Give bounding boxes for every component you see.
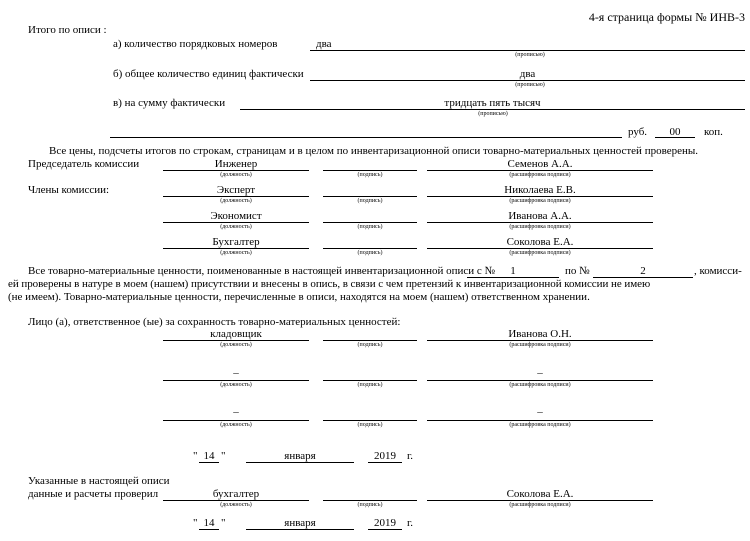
member-name[interactable]: Соколова Е.А. bbox=[506, 236, 574, 248]
responsible-name[interactable]: – bbox=[537, 367, 543, 379]
responsible-position-line bbox=[163, 340, 309, 341]
responsible-name-line bbox=[427, 340, 653, 341]
form-page-label: 4-я страница формы № ИНВ-3 bbox=[588, 10, 745, 24]
total-a-line bbox=[310, 50, 745, 51]
member-position-line bbox=[163, 196, 309, 197]
verified-position-line bbox=[163, 500, 309, 501]
rub-label: руб. bbox=[628, 126, 648, 138]
statement-line1-end: , комисси- bbox=[694, 265, 742, 277]
date1-quote-close: " bbox=[221, 450, 226, 462]
responsible-position-line bbox=[163, 420, 309, 421]
date1-year[interactable]: 2019 bbox=[374, 450, 396, 462]
member-position-line bbox=[163, 248, 309, 249]
responsible-label: Лицо (а), ответственное (ые) за сохранность товарно-материальных ценностей: bbox=[28, 316, 401, 328]
total-c-label: в) на сумму фактически bbox=[113, 97, 226, 109]
date1-day-line bbox=[199, 462, 219, 463]
responsible-position-hint: (должность) bbox=[220, 382, 252, 388]
verified-position[interactable]: бухгалтер bbox=[212, 488, 260, 500]
verified-name-hint: (расшифровка подписи) bbox=[509, 502, 571, 508]
verified-line1: Указанные в настоящей описи bbox=[28, 475, 170, 487]
date2-day-line bbox=[199, 529, 219, 530]
members-label: Члены комиссии: bbox=[28, 184, 110, 196]
date2-month-line bbox=[246, 529, 354, 530]
total-c-value[interactable]: тридцать пять тысяч bbox=[444, 97, 541, 109]
member-position-line bbox=[163, 222, 309, 223]
chairman-name[interactable]: Семенов А.А. bbox=[507, 158, 573, 170]
responsible-name-hint: (расшифровка подписи) bbox=[509, 422, 571, 428]
statement-from-no[interactable]: 1 bbox=[510, 265, 516, 277]
member-name-line bbox=[427, 248, 653, 249]
member-signature-hint: (подпись) bbox=[357, 250, 383, 256]
kop-label: коп. bbox=[704, 126, 723, 138]
member-name-hint: (расшифровка подписи) bbox=[509, 250, 571, 256]
chairman-signature-line[interactable] bbox=[323, 170, 417, 171]
responsible-signature-hint: (подпись) bbox=[357, 342, 383, 348]
responsible-position-hint: (должность) bbox=[220, 422, 252, 428]
total-b-hint: (прописью) bbox=[515, 82, 545, 88]
chairman-position[interactable]: Инженер bbox=[214, 158, 258, 170]
statement-line2: ей проверены в натуре в моем (нашем) присутствии и внесены в опись, в связи с чем претензий к инвентаризационной комиссии не имею bbox=[8, 278, 651, 290]
total-c-hint: (прописью) bbox=[478, 111, 508, 117]
total-a-hint: (прописью) bbox=[515, 52, 545, 58]
date2-year-line bbox=[368, 529, 402, 530]
verified-name[interactable]: Соколова Е.А. bbox=[506, 488, 574, 500]
date2-day[interactable]: 14 bbox=[203, 517, 215, 529]
verified-signature-line[interactable] bbox=[323, 500, 417, 501]
member-name-hint: (расшифровка подписи) bbox=[509, 198, 571, 204]
totals-title: Итого по описи : bbox=[28, 24, 107, 36]
date1-quote-open: " bbox=[193, 450, 198, 462]
verified-position-hint: (должность) bbox=[220, 502, 252, 508]
statement-line1-start: Все товарно-материальные ценности, поименованные в настоящей инвентаризационной описи с № bbox=[28, 265, 496, 277]
member-position-hint: (должность) bbox=[220, 250, 252, 256]
date2-suffix: г. bbox=[407, 517, 414, 529]
member-name[interactable]: Николаева Е.В. bbox=[504, 184, 576, 196]
statement-to-label: по № bbox=[565, 265, 590, 277]
total-a-label: а) количество порядковых номеров bbox=[113, 38, 278, 50]
total-rub-line[interactable] bbox=[110, 137, 622, 138]
responsible-position[interactable]: – bbox=[233, 406, 239, 418]
responsible-name-line bbox=[427, 420, 653, 421]
date2-month[interactable]: января bbox=[284, 517, 316, 529]
date1-year-line bbox=[368, 462, 402, 463]
member-position[interactable]: Эксперт bbox=[216, 184, 256, 196]
date2-year[interactable]: 2019 bbox=[374, 517, 396, 529]
member-name-hint: (расшифровка подписи) bbox=[509, 224, 571, 230]
responsible-name[interactable]: – bbox=[537, 406, 543, 418]
responsible-signature-hint: (подпись) bbox=[357, 382, 383, 388]
responsible-name-line bbox=[427, 380, 653, 381]
chairman-name-hint: (расшифровка подписи) bbox=[509, 172, 571, 178]
verified-name-line bbox=[427, 500, 653, 501]
chairman-position-line bbox=[163, 170, 309, 171]
responsible-name-hint: (расшифровка подписи) bbox=[509, 342, 571, 348]
date2-quote-open: " bbox=[193, 517, 198, 529]
member-signature-hint: (подпись) bbox=[357, 198, 383, 204]
kop-line bbox=[655, 137, 695, 138]
member-position[interactable]: Экономист bbox=[210, 210, 262, 222]
chairman-label: Председатель комиссии bbox=[28, 158, 140, 170]
member-signature-line[interactable] bbox=[323, 222, 417, 223]
responsible-position[interactable]: – bbox=[233, 367, 239, 379]
responsible-name[interactable]: Иванова О.Н. bbox=[508, 328, 572, 340]
responsible-position[interactable]: кладовщик bbox=[210, 328, 262, 340]
responsible-signature-line[interactable] bbox=[323, 420, 417, 421]
date1-suffix: г. bbox=[407, 450, 414, 462]
date1-month[interactable]: января bbox=[284, 450, 316, 462]
date2-quote-close: " bbox=[221, 517, 226, 529]
total-b-line bbox=[310, 80, 745, 81]
statement-line3: (не имеем). Товарно-материальные ценности, перечисленные в описи, находятся на моем (нашем) ответственном хранении. bbox=[8, 291, 590, 303]
total-a-value[interactable]: два bbox=[316, 38, 332, 50]
verified-line2: данные и расчеты проверил bbox=[28, 488, 159, 500]
member-signature-line[interactable] bbox=[323, 196, 417, 197]
member-name[interactable]: Иванова А.А. bbox=[508, 210, 572, 222]
member-signature-hint: (подпись) bbox=[357, 224, 383, 230]
total-b-value[interactable]: два bbox=[519, 68, 536, 80]
member-position-hint: (должность) bbox=[220, 198, 252, 204]
responsible-signature-line[interactable] bbox=[323, 340, 417, 341]
member-position[interactable]: Бухгалтер bbox=[212, 236, 260, 248]
total-c-line bbox=[240, 109, 745, 110]
chairman-position-hint: (должность) bbox=[220, 172, 252, 178]
responsible-signature-hint: (подпись) bbox=[357, 422, 383, 428]
member-position-hint: (должность) bbox=[220, 224, 252, 230]
member-name-line bbox=[427, 196, 653, 197]
date1-month-line bbox=[246, 462, 354, 463]
member-signature-line[interactable] bbox=[323, 248, 417, 249]
responsible-position-hint: (должность) bbox=[220, 342, 252, 348]
kop-value[interactable]: 00 bbox=[669, 126, 681, 138]
member-name-line bbox=[427, 222, 653, 223]
responsible-signature-line[interactable] bbox=[323, 380, 417, 381]
chairman-name-line bbox=[427, 170, 653, 171]
statement-to-no[interactable]: 2 bbox=[640, 265, 646, 277]
total-b-label: б) общее количество единиц фактически bbox=[113, 68, 304, 80]
verified-signature-hint: (подпись) bbox=[357, 502, 383, 508]
check-statement: Все цены, подсчеты итогов по строкам, страницам и в целом по инвентаризационной описи товарно-материальных ценностей проверены. bbox=[49, 145, 699, 157]
chairman-signature-hint: (подпись) bbox=[357, 172, 383, 178]
date1-day[interactable]: 14 bbox=[203, 450, 215, 462]
responsible-name-hint: (расшифровка подписи) bbox=[509, 382, 571, 388]
responsible-position-line bbox=[163, 380, 309, 381]
